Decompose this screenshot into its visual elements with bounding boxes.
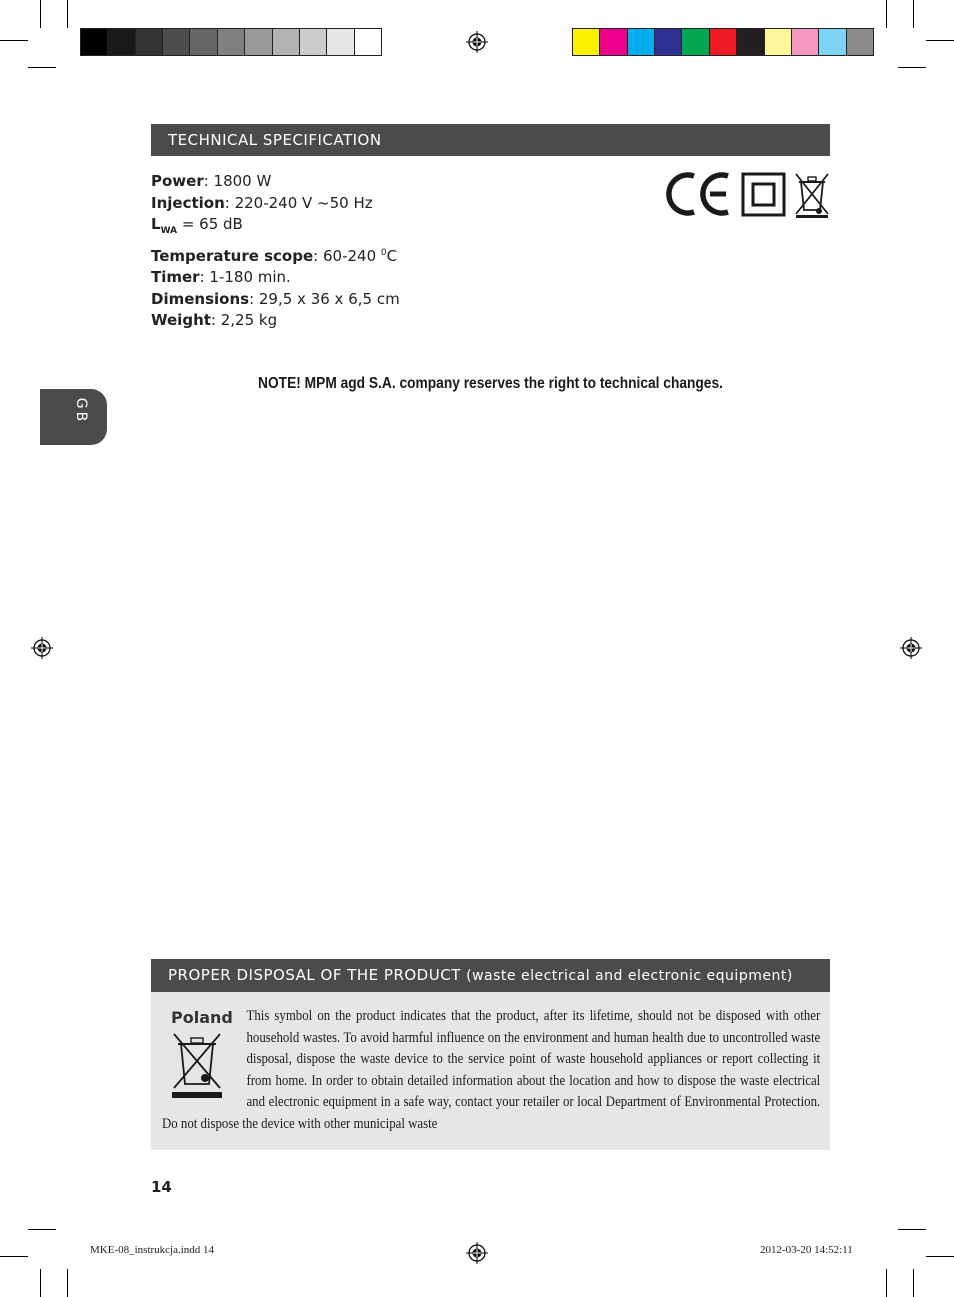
grayscale-color-bar: [80, 28, 382, 56]
tech-spec-title: TECHNICAL SPECIFICATION: [168, 131, 382, 149]
crop-mark: [40, 0, 41, 28]
color-swatch: [682, 29, 709, 55]
spec-row-timer: [151, 267, 400, 289]
spec-row-injection: [151, 193, 400, 215]
color-swatch: [847, 29, 873, 55]
page-number: 14: [151, 1178, 172, 1196]
spec-label: Power: [151, 172, 204, 190]
spec-value: : 2,25 kg: [210, 311, 278, 329]
spec-value: : 60-240: [313, 246, 381, 265]
registration-mark-icon: [466, 1242, 488, 1264]
crop-mark: [40, 1269, 41, 1297]
spec-value: : 1-180 min.: [199, 268, 291, 286]
spec-unit: C: [386, 246, 398, 265]
crop-mark: [898, 67, 926, 68]
crop-mark: [0, 40, 28, 41]
crop-mark: [0, 1256, 28, 1257]
color-swatch: [819, 29, 846, 55]
double-insulation-icon: [741, 172, 786, 217]
spec-label: Temperature scope: [151, 246, 314, 265]
disposal-paragraph: This symbol on the product indicates that the product, after its lifetime, should not be disposed with other household wastes. To avoid harmful influence on the environment and human health due to uncontrolled waste disposal, dispose the waste device to the service point of waste household appliances or report collecting it from home. In order to obtain detailed information about the location and how to dispose the waste electrical and electronic equipment in a safe way, contact your retailer or local Department of Environmental Protection. Do not dispose the device with other municipal waste: [162, 1008, 821, 1132]
color-swatch: [600, 29, 627, 55]
color-swatch: [327, 29, 354, 55]
spec-label: Weight: [151, 311, 211, 329]
spec-row-weight: [151, 310, 400, 332]
spec-label: L: [151, 215, 161, 233]
color-swatch: [273, 29, 300, 55]
disposal-text: [162, 1006, 820, 1135]
color-swatch: [136, 29, 163, 55]
color-swatch: [81, 29, 108, 55]
spec-superscript: 0: [380, 247, 387, 258]
ce-mark-icon: [666, 172, 732, 216]
disposal-subtitle: (waste electrical and electronic equipment): [466, 968, 793, 984]
spec-row-power: [151, 171, 400, 193]
weee-bin-icon: [793, 170, 831, 218]
spec-label: Dimensions: [151, 289, 250, 308]
spec-value: = 65 dB: [177, 215, 243, 233]
spec-value: : 220-240 V ~50 Hz: [224, 193, 373, 212]
registration-mark-icon: [31, 637, 53, 659]
tech-spec-header: [151, 124, 830, 156]
disposal-title: PROPER DISPOSAL OF THE PRODUCT: [168, 966, 461, 984]
color-swatch: [628, 29, 655, 55]
technical-changes-note: NOTE! MPM agd S.A. company reserves the right to technical changes.: [258, 375, 723, 392]
crop-mark: [28, 67, 56, 68]
process-color-bar: [572, 28, 874, 56]
color-swatch: [190, 29, 217, 55]
color-swatch: [108, 29, 135, 55]
spec-label: Timer: [151, 268, 200, 286]
color-swatch: [792, 29, 819, 55]
crop-mark: [886, 1269, 887, 1297]
color-swatch: [765, 29, 792, 55]
spec-row-dimensions: [151, 289, 400, 311]
crop-mark: [67, 0, 68, 28]
color-swatch: [163, 29, 190, 55]
crop-mark: [926, 40, 954, 41]
color-swatch: [737, 29, 764, 55]
color-swatch: [573, 29, 600, 55]
slug-filename: MKE-08_instrukcja.indd 14: [90, 1244, 215, 1256]
color-swatch: [300, 29, 327, 55]
registration-mark-icon: [466, 31, 488, 53]
crop-mark: [926, 1256, 954, 1257]
color-swatch: [355, 29, 381, 55]
spec-list: [151, 171, 400, 332]
spec-label: Injection: [151, 193, 225, 212]
crop-mark: [913, 0, 914, 28]
slug-timestamp: 2012-03-20 14:52:11: [760, 1244, 853, 1256]
disposal-header: [151, 959, 830, 992]
crop-mark: [67, 1269, 68, 1297]
registration-mark-icon: [900, 637, 922, 659]
crop-mark: [913, 1269, 914, 1297]
spec-row-lwa: [151, 214, 400, 243]
crop-mark: [886, 0, 887, 28]
color-swatch: [218, 29, 245, 55]
spec-value: : 1800 W: [203, 172, 272, 190]
spec-value: : 29,5 x 36 x 6,5 cm: [249, 289, 400, 308]
color-swatch: [710, 29, 737, 55]
crop-mark: [898, 1229, 926, 1230]
spec-row-temperature: [151, 243, 400, 268]
language-tab-label: GB: [73, 397, 89, 425]
color-swatch: [655, 29, 682, 55]
crop-mark: [28, 1229, 56, 1230]
country-label: Poland: [171, 1008, 233, 1027]
spec-subscript: WA: [160, 226, 178, 236]
color-swatch: [245, 29, 272, 55]
